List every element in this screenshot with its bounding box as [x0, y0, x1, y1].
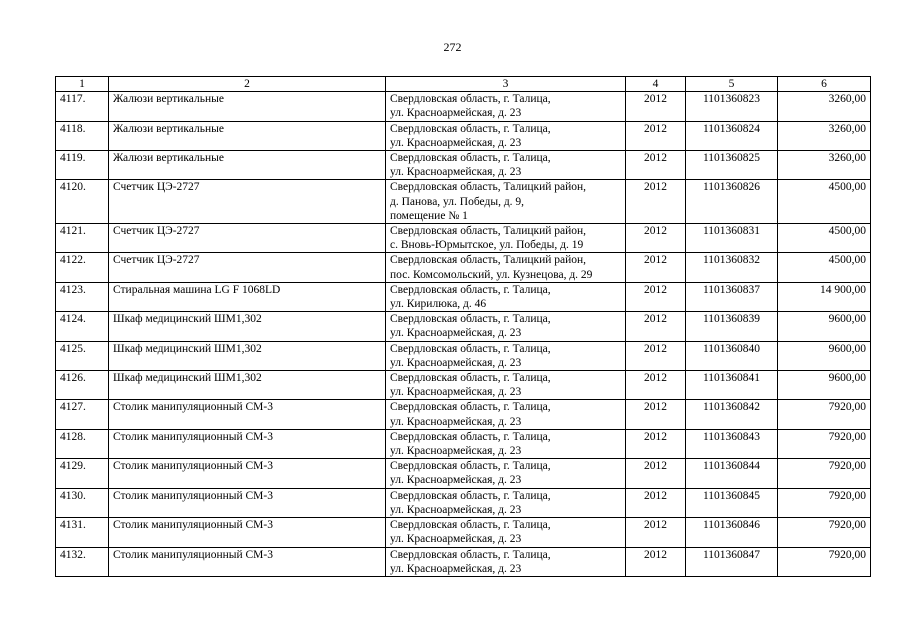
item-name: Шкаф медицинский ШМ1,302 [109, 312, 386, 341]
address-line: ул. Красноармейская, д. 23 [390, 533, 522, 546]
address-line: Свердловская область, г. Талица, [390, 313, 551, 326]
inventory-number: 1101360824 [686, 121, 778, 150]
item-address [386, 253, 626, 282]
item-address [386, 459, 626, 488]
address-line: ул. Красноармейская, д. 23 [390, 327, 522, 340]
item-cost: 7920,00 [778, 518, 871, 547]
inventory-number: 1101360837 [686, 282, 778, 311]
row-number: 4126. [56, 371, 109, 400]
row-number: 4131. [56, 518, 109, 547]
table-row [56, 224, 871, 253]
address-line: ул. Красноармейская, д. 23 [390, 503, 522, 516]
item-address [386, 488, 626, 517]
column-header-4: 4 [626, 77, 686, 92]
column-header-5: 5 [686, 77, 778, 92]
item-address [386, 224, 626, 253]
row-number: 4129. [56, 459, 109, 488]
address-line: Свердловская область, г. Талица, [390, 122, 551, 135]
item-year: 2012 [626, 253, 686, 282]
item-address [386, 180, 626, 224]
column-header-2: 2 [109, 77, 386, 92]
inventory-number: 1101360846 [686, 518, 778, 547]
address-line: Свердловская область, г. Талица, [390, 283, 551, 296]
inventory-number: 1101360831 [686, 224, 778, 253]
item-name: Жалюзи вертикальные [109, 151, 386, 180]
row-number: 4130. [56, 488, 109, 517]
item-name: Жалюзи вертикальные [109, 121, 386, 150]
row-number: 4117. [56, 92, 109, 121]
item-year: 2012 [626, 180, 686, 224]
row-number: 4132. [56, 547, 109, 576]
address-line: ул. Красноармейская, д. 23 [390, 356, 522, 369]
row-number: 4120. [56, 180, 109, 224]
item-address [386, 151, 626, 180]
item-cost: 4500,00 [778, 180, 871, 224]
inventory-number: 1101360847 [686, 547, 778, 576]
item-cost: 3260,00 [778, 92, 871, 121]
address-line: д. Панова, ул. Победы, д. 9, [390, 195, 525, 208]
table-body [56, 92, 871, 577]
row-number: 4125. [56, 341, 109, 370]
item-cost: 7920,00 [778, 429, 871, 458]
item-address [386, 92, 626, 121]
address-line: ул. Кирилюка, д. 46 [390, 298, 487, 311]
item-cost: 9600,00 [778, 312, 871, 341]
address-line: ул. Красноармейская, д. 23 [390, 166, 522, 179]
item-cost: 7920,00 [778, 547, 871, 576]
table-row [56, 180, 871, 224]
address-line: ул. Красноармейская, д. 23 [390, 562, 522, 575]
address-line: Свердловская область, г. Талица, [390, 489, 551, 502]
item-address [386, 547, 626, 576]
address-line: ул. Красноармейская, д. 23 [390, 107, 522, 120]
address-line: пос. Комсомольский, ул. Кузнецова, д. 29 [390, 268, 593, 281]
table-row [56, 253, 871, 282]
address-line: с. Вновь-Юрмытское, ул. Победы, д. 19 [390, 239, 584, 252]
row-number: 4119. [56, 151, 109, 180]
item-cost: 4500,00 [778, 253, 871, 282]
item-name: Шкаф медицинский ШМ1,302 [109, 371, 386, 400]
table-row [56, 547, 871, 576]
table-row [56, 312, 871, 341]
item-cost: 7920,00 [778, 459, 871, 488]
item-year: 2012 [626, 92, 686, 121]
inventory-number: 1101360845 [686, 488, 778, 517]
inventory-number: 1101360844 [686, 459, 778, 488]
item-name: Столик манипуляционный СМ-3 [109, 459, 386, 488]
inventory-number: 1101360832 [686, 253, 778, 282]
address-line: Свердловская область, г. Талица, [390, 519, 551, 532]
item-cost: 3260,00 [778, 121, 871, 150]
item-address [386, 400, 626, 429]
item-name: Счетчик ЦЭ-2727 [109, 253, 386, 282]
table-row [56, 488, 871, 517]
item-year: 2012 [626, 371, 686, 400]
address-line: ул. Красноармейская, д. 23 [390, 386, 522, 399]
row-number: 4127. [56, 400, 109, 429]
item-cost: 4500,00 [778, 224, 871, 253]
item-name: Столик манипуляционный СМ-3 [109, 429, 386, 458]
item-name: Стиральная машина LG F 1068LD [109, 282, 386, 311]
table-row [56, 429, 871, 458]
address-line: Свердловская область, г. Талица, [390, 430, 551, 443]
item-address [386, 312, 626, 341]
item-address [386, 518, 626, 547]
item-address [386, 341, 626, 370]
item-cost: 9600,00 [778, 341, 871, 370]
inventory-number: 1101360841 [686, 371, 778, 400]
column-header-3: 3 [386, 77, 626, 92]
column-header-1: 1 [56, 77, 109, 92]
table-row [56, 121, 871, 150]
row-number: 4121. [56, 224, 109, 253]
item-year: 2012 [626, 488, 686, 517]
item-year: 2012 [626, 282, 686, 311]
table-row [56, 151, 871, 180]
item-name: Счетчик ЦЭ-2727 [109, 180, 386, 224]
item-cost: 7920,00 [778, 488, 871, 517]
item-year: 2012 [626, 341, 686, 370]
address-line: Свердловская область, г. Талица, [390, 152, 551, 165]
inventory-number: 1101360843 [686, 429, 778, 458]
item-address [386, 282, 626, 311]
row-number: 4124. [56, 312, 109, 341]
item-year: 2012 [626, 459, 686, 488]
property-registry-table [55, 76, 871, 577]
address-line: Свердловская область, Талицкий район, [390, 225, 587, 238]
item-cost: 3260,00 [778, 151, 871, 180]
table-row [56, 518, 871, 547]
inventory-number: 1101360823 [686, 92, 778, 121]
address-line: Свердловская область, г. Талица, [390, 460, 551, 473]
item-name: Столик манипуляционный СМ-3 [109, 518, 386, 547]
row-number: 4118. [56, 121, 109, 150]
page-number: 272 [443, 40, 462, 54]
inventory-number: 1101360840 [686, 341, 778, 370]
item-address [386, 121, 626, 150]
item-year: 2012 [626, 400, 686, 429]
item-address [386, 371, 626, 400]
item-name: Шкаф медицинский ШМ1,302 [109, 341, 386, 370]
item-cost: 14 900,00 [778, 282, 871, 311]
inventory-number: 1101360842 [686, 400, 778, 429]
item-year: 2012 [626, 224, 686, 253]
table-row [56, 341, 871, 370]
item-name: Столик манипуляционный СМ-3 [109, 488, 386, 517]
item-year: 2012 [626, 312, 686, 341]
item-name: Счетчик ЦЭ-2727 [109, 224, 386, 253]
item-name: Столик манипуляционный СМ-3 [109, 547, 386, 576]
inventory-number: 1101360826 [686, 180, 778, 224]
table-row [56, 92, 871, 121]
row-number: 4128. [56, 429, 109, 458]
inventory-number: 1101360825 [686, 151, 778, 180]
item-year: 2012 [626, 547, 686, 576]
item-name: Столик манипуляционный СМ-3 [109, 400, 386, 429]
item-year: 2012 [626, 518, 686, 547]
address-line: Свердловская область, Талицкий район, [390, 254, 587, 267]
address-line: Свердловская область, Талицкий район, [390, 181, 587, 194]
address-line: ул. Красноармейская, д. 23 [390, 415, 522, 428]
item-year: 2012 [626, 151, 686, 180]
address-line: ул. Красноармейская, д. 23 [390, 474, 522, 487]
address-line: Свердловская область, г. Талица, [390, 342, 551, 355]
table-header-row [56, 77, 871, 92]
item-cost: 9600,00 [778, 371, 871, 400]
table-row [56, 371, 871, 400]
table-row [56, 400, 871, 429]
address-line: помещение № 1 [390, 209, 468, 222]
address-line: ул. Красноармейская, д. 23 [390, 445, 522, 458]
item-cost: 7920,00 [778, 400, 871, 429]
inventory-number: 1101360839 [686, 312, 778, 341]
address-line: ул. Красноармейская, д. 23 [390, 136, 522, 149]
address-line: Свердловская область, г. Талица, [390, 548, 551, 561]
address-line: Свердловская область, г. Талица, [390, 93, 551, 106]
address-line: Свердловская область, г. Талица, [390, 401, 551, 414]
item-name: Жалюзи вертикальные [109, 92, 386, 121]
row-number: 4123. [56, 282, 109, 311]
column-header-6: 6 [778, 77, 871, 92]
table-row [56, 282, 871, 311]
item-year: 2012 [626, 429, 686, 458]
row-number: 4122. [56, 253, 109, 282]
item-year: 2012 [626, 121, 686, 150]
address-line: Свердловская область, г. Талица, [390, 372, 551, 385]
table-row [56, 459, 871, 488]
item-address [386, 429, 626, 458]
